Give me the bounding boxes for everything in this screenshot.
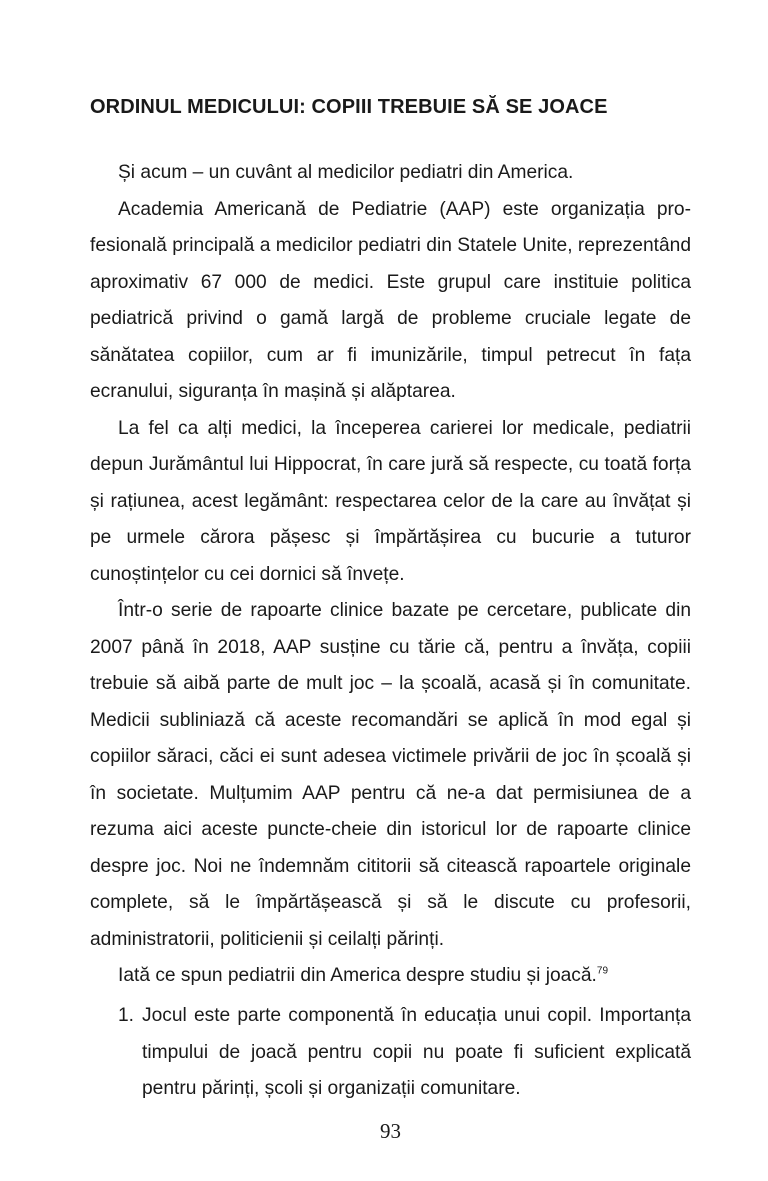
- paragraph-5-text: Iată ce spun pediatrii din America despre studiu și joacă.: [118, 965, 597, 986]
- paragraph-3: La fel ca alți medici, la începerea carierei lor medicale, pediatrii depun Jurământul lui Hippocrat, în care jură să respecte, cu toată forța și rațiunea, acest legământ: respectarea celor de la care au învățat și pe urmele cărora pășesc și împărtășirea cu bucurie a tuturor cunoștințelor cu cei dornici să învețe.: [90, 417, 691, 585]
- numbered-list: [118, 998, 691, 1108]
- list-item-number: 1.: [118, 1005, 135, 1026]
- paragraph-5: [90, 958, 691, 995]
- body-text: [90, 155, 691, 995]
- book-page: [90, 0, 691, 1181]
- chapter-heading: ORDINUL MEDICULUI: COPIII TREBUIE SĂ SE JOACE: [90, 96, 608, 118]
- list-item-text: Jocul este parte componentă în educația unui copil. Importanța timpului de joacă pentru copii nu poate fi suficient explicată pentru părinți, școli și organizații comunitare.: [142, 1005, 691, 1099]
- footnote-reference: 79: [596, 965, 609, 977]
- paragraph-1: Și acum – un cuvânt al medicilor pediatri din America.: [118, 162, 574, 183]
- paragraph-4: Într-o serie de rapoarte clinice bazate pe cercetare, publicate din 2007 până în 2018, AAP susține cu tărie că, pentru a învăța, copiii trebuie să aibă parte de mult joc – la școală, acasă și în comunitate. Medicii subliniază că aceste recomandări se aplică în mod egal și copiilor săraci, căci ei sunt adesea victimele privării de joc în școală și în societate. Mulțumim AAP pentru că ne-a dat permisiunea de a rezuma aici aceste puncte-cheie din istoricul lor de rapoarte clinice despre joc. Noi ne îndemnăm cititorii să citească rapoartele originale complete, să le împărtășească și să le discute cu profesorii, administratorii, politicienii și ceilalți părinți.: [90, 600, 691, 950]
- list-item: [118, 998, 691, 1108]
- paragraph-2: Academia Americană de Pediatrie (AAP) este organizația profesională principală a medicilor pediatri din Statele Unite, reprezentând aproximativ 67 000 de medici. Este grupul care instituie politica pediatrică privind o gamă largă de probleme cruciale legate de sănătatea copiilor, cum ar fi imunizările, timpul petrecut în fața ecranului, siguranța în mașină și alăptarea.: [90, 198, 691, 402]
- page-number: 93: [380, 1119, 401, 1143]
